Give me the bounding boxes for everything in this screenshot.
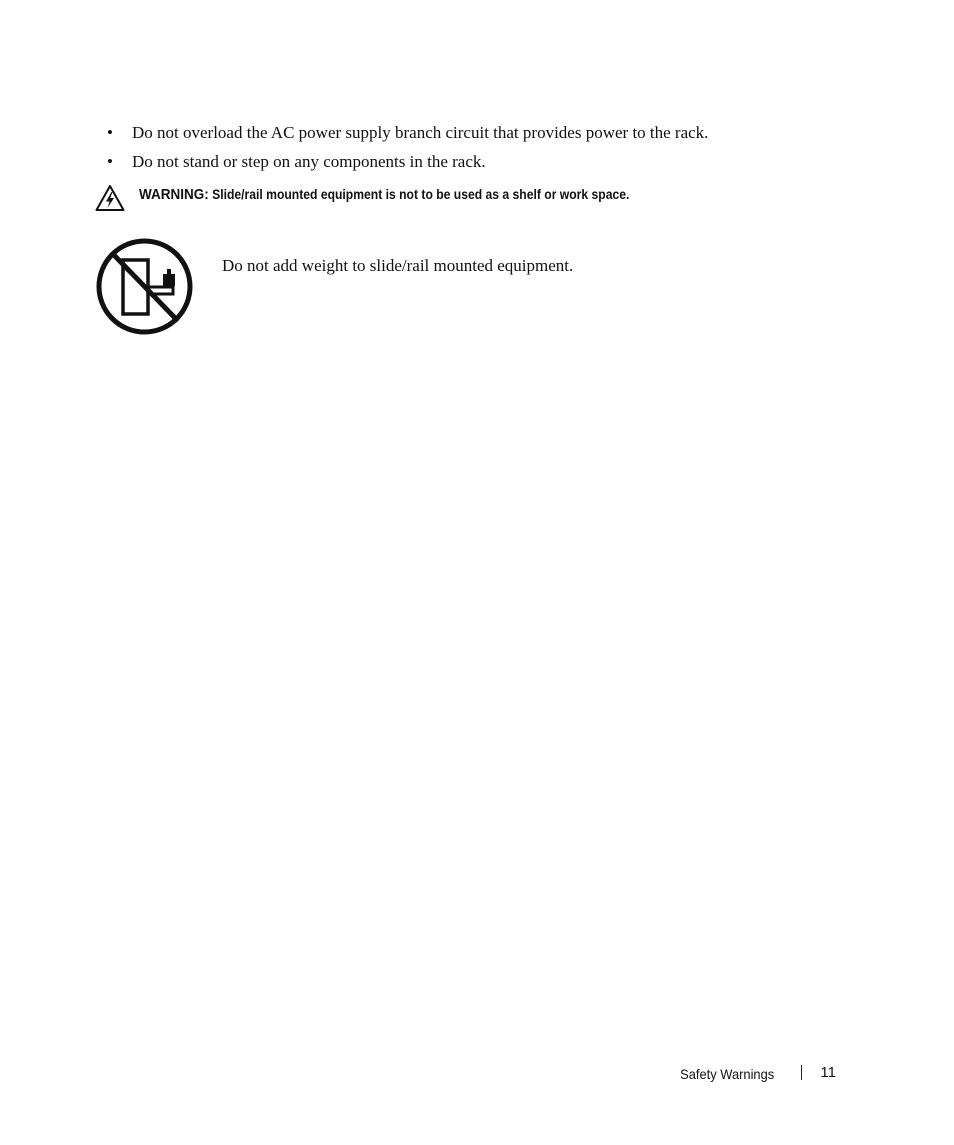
no-weight-text: Do not add weight to slide/rail mounted equipment. xyxy=(222,256,574,275)
bullet-text: Do not stand or step on any components in the rack. xyxy=(132,152,486,171)
footer-section-title: Safety Warnings xyxy=(679,1066,774,1082)
list-item xyxy=(105,151,708,172)
warning-notice xyxy=(95,184,855,214)
page-number: 11 xyxy=(820,1064,836,1081)
no-weight-on-rail-icon xyxy=(96,238,193,335)
warning-message: Slide/rail mounted equipment is not to be used as a shelf or work space. xyxy=(208,187,630,202)
warning-text xyxy=(139,186,629,203)
bullet-marker: • xyxy=(107,152,113,171)
list-item xyxy=(105,122,708,143)
bullet-text: Do not overload the AC power supply branch circuit that provides power to the rack. xyxy=(132,123,709,142)
warning-label: WARNING: xyxy=(139,186,209,203)
electrical-hazard-triangle-icon xyxy=(95,184,125,212)
footer-divider xyxy=(801,1065,802,1080)
bullet-marker: • xyxy=(107,123,113,142)
page-footer xyxy=(640,1063,840,1087)
bullet-list xyxy=(105,122,708,180)
